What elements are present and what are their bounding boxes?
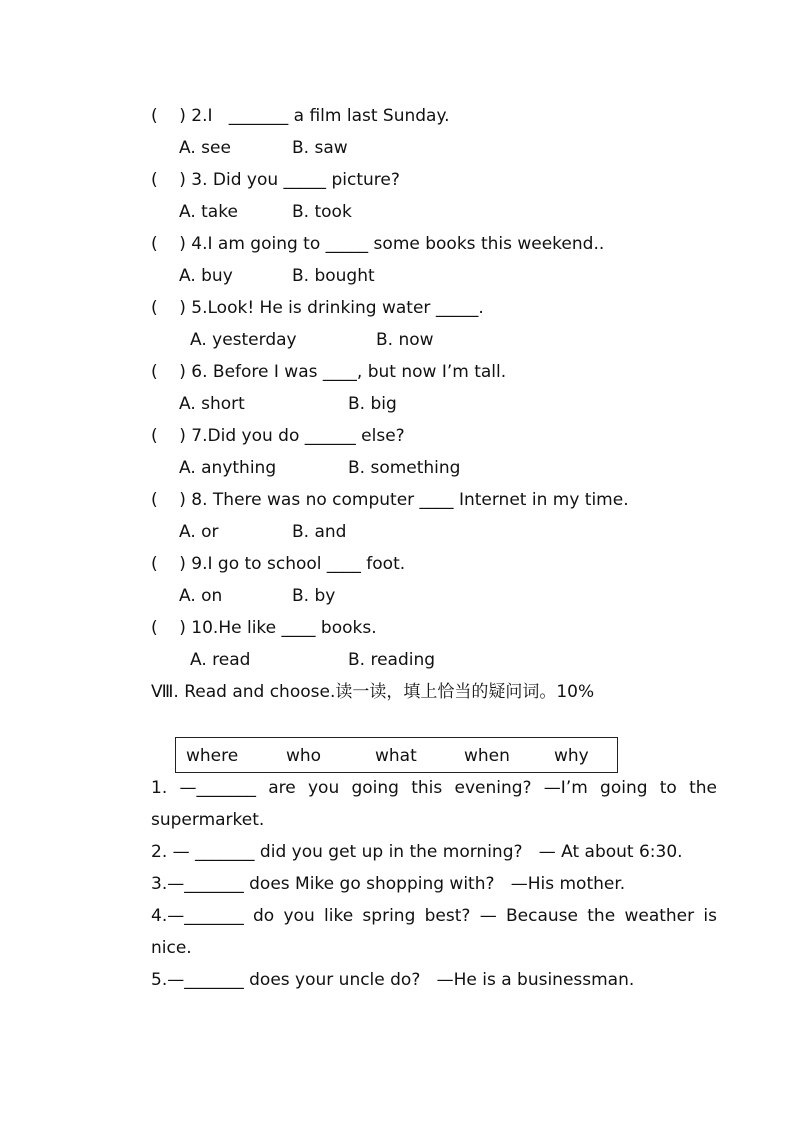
sentence-2: 2. — _______ did you get up in the morning? — At about 6:30. — [151, 842, 683, 862]
option-b: B. reading — [348, 650, 436, 670]
option-b: B. by — [292, 586, 336, 606]
option-a: A. buy — [179, 266, 233, 286]
sentence-4-continued: nice. — [151, 938, 192, 958]
option-b: B. now — [376, 330, 434, 350]
option-a: A. or — [179, 522, 219, 542]
option-b: B. something — [348, 458, 461, 478]
option-b: B. and — [292, 522, 347, 542]
option-a: A. anything — [179, 458, 277, 478]
word-what: what — [375, 746, 417, 766]
question-3-stem: ( ) 3. Did you _____ picture? — [151, 170, 400, 190]
word-where: where — [186, 746, 239, 766]
sentence-1: 1. —_______ are you going this evening? —I’m going to the — [151, 778, 717, 798]
option-b: B. saw — [292, 138, 348, 158]
word-when: when — [464, 746, 510, 766]
sentence-4: 4.—_______ do you like spring best? — Because the weather is — [151, 906, 717, 926]
question-10-stem: ( ) 10.He like ____ books. — [151, 618, 377, 638]
option-b: B. big — [348, 394, 397, 414]
option-a: A. see — [179, 138, 231, 158]
option-b: B. took — [292, 202, 352, 222]
option-a: A. take — [179, 202, 238, 222]
word-who: who — [286, 746, 322, 766]
sentence-5: 5.—_______ does your uncle do? —He is a businessman. — [151, 970, 635, 990]
question-5-stem: ( ) 5.Look! He is drinking water _____. — [151, 298, 484, 318]
option-a: A. read — [190, 650, 251, 670]
option-b: B. bought — [292, 266, 375, 286]
option-a: A. on — [179, 586, 223, 606]
option-a: A. yesterday — [190, 330, 297, 350]
word-why: why — [554, 746, 589, 766]
sentence-3: 3.—_______ does Mike go shopping with? —His mother. — [151, 874, 626, 894]
option-a: A. short — [179, 394, 245, 414]
word-box — [175, 737, 618, 773]
question-4-stem: ( ) 4.I am going to _____ some books this weekend.. — [151, 234, 605, 254]
section-title: Ⅷ. Read and choose.读一读，填上恰当的疑问词。10% — [151, 682, 595, 702]
question-6-stem: ( ) 6. Before I was ____, but now I’m tall. — [151, 362, 507, 382]
question-7-stem: ( ) 7.Did you do ______ else? — [151, 426, 405, 446]
question-9-stem: ( ) 9.I go to school ____ foot. — [151, 554, 406, 574]
sentence-1-continued: supermarket. — [151, 810, 265, 830]
question-8-stem: ( ) 8. There was no computer ____ Internet in my time. — [151, 490, 629, 510]
question-2-stem: ( ) 2.I _______ a film last Sunday. — [151, 106, 450, 126]
